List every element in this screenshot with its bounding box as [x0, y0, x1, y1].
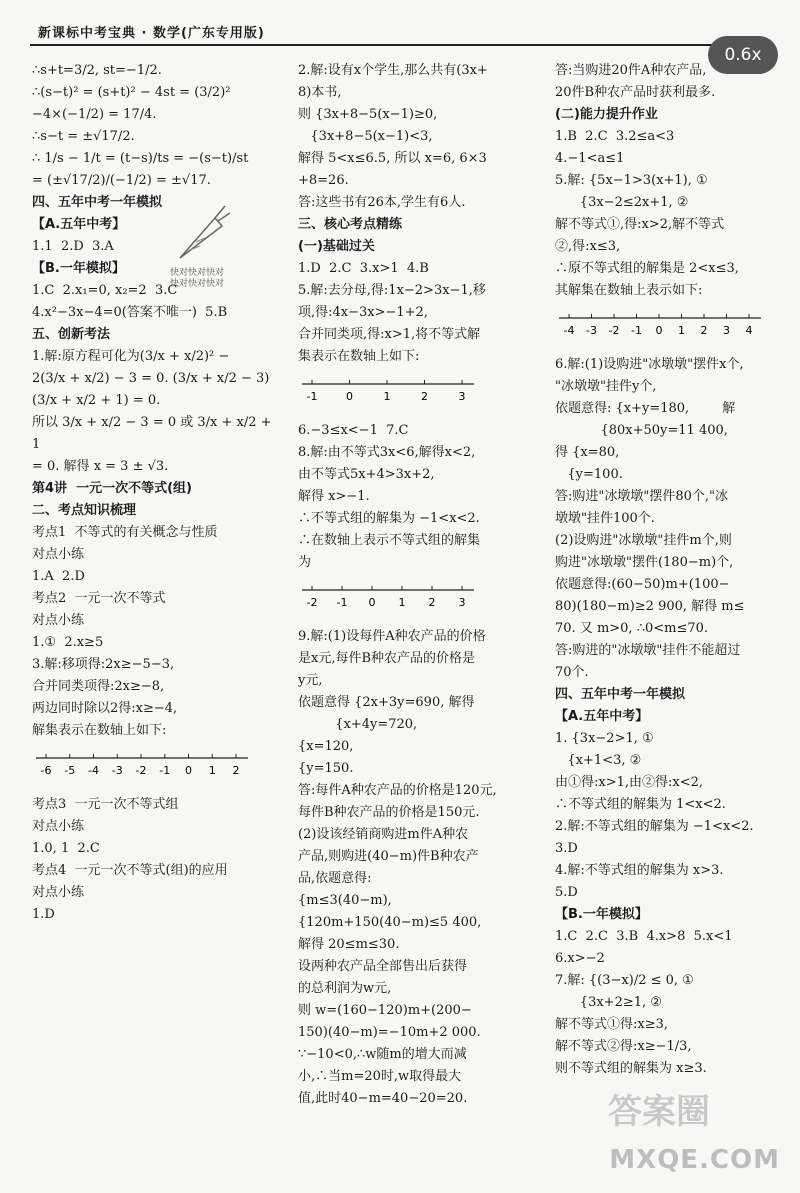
text-line: 5.解: {5x−1>3(x+1), ①: [555, 173, 708, 188]
text-line: {m≤3(40−m),: [298, 893, 392, 908]
section-heading: (一)基础过关: [298, 239, 375, 254]
text-line: 3.解:移项得:2x≥−5−3,: [32, 657, 175, 672]
text-line: y元,: [298, 673, 323, 688]
text-line: ∴不等式组的解集为 −1<x<2.: [298, 511, 480, 526]
number-line-tick-label: -4: [563, 324, 575, 337]
text-line: 2.解:不等式组的解集为 −1<x<2.: [555, 819, 754, 834]
text-line: 值,此时40−m=40−20=20.: [298, 1091, 468, 1106]
column-1: [32, 60, 276, 926]
text-line: 是x元,每件B种农产品的价格是: [298, 651, 476, 666]
text-line: {y=150.: [298, 761, 354, 776]
text-line: 20件B种农产品时获利最多.: [555, 85, 716, 100]
text-line: 答:当购进20件A种农产品,: [555, 63, 707, 78]
number-line-tick-label: 3: [458, 596, 466, 609]
text-line: 1.D: [32, 907, 55, 922]
header-title: 新课标中考宝典 · 数学(广东专用版): [38, 26, 265, 41]
text-line: ②,得:x≤3,: [555, 239, 621, 254]
text-line: 答:购进"冰墩墩"摆件80个,"冰: [555, 489, 728, 504]
text-line: 品,依题意得:: [298, 871, 372, 886]
text-line: 150)(40−m)=−10m+2 000.: [298, 1025, 481, 1040]
number-line-tick-label: -3: [111, 764, 123, 777]
text-line: 每件B种农产品的价格是150元.: [298, 805, 480, 820]
text-line: ∴ 1/s − 1/t = (t−s)/ts = −(s−t)/st: [32, 151, 249, 166]
section-heading: 【A.五年中考】: [32, 217, 126, 232]
text-line: 解得 x>−1.: [298, 489, 370, 504]
number-line-tick-label: 0: [368, 596, 376, 609]
brand-watermark: 答案圈: [608, 1092, 710, 1132]
text-line: 答:每件A种农产品的价格是120元,: [298, 783, 497, 798]
playback-speed-badge[interactable]: 0.6x: [708, 36, 778, 74]
text-line: 5.解:去分母,得:1x−2>3x−1,移: [298, 283, 486, 298]
text-line: 6.x>−2: [555, 951, 605, 966]
text-line: 7.解: {(3−x)/2 ≤ 0, ①: [555, 973, 694, 988]
text-line: −4×(−1/2) = 17/4.: [32, 107, 157, 122]
number-line-tick-label: 1: [208, 764, 216, 777]
number-line: [32, 746, 252, 780]
number-line-tick-label: 1: [383, 390, 391, 403]
text-line: 设两种农产品全部售出后获得: [298, 959, 468, 974]
text-line: 依题意得 {2x+3y=690, 解得: [298, 695, 475, 710]
text-line: 4.−1<a≤1: [555, 151, 625, 166]
text-line: 依题意得: {x+y=180, 解: [555, 401, 736, 416]
text-line: 对点小练: [32, 819, 85, 834]
text-line: 集表示在数轴上如下:: [298, 349, 420, 364]
text-line: 1.1 2.D 3.A: [32, 239, 114, 254]
text-line: ∴(s−t)² = (s+t)² − 4st = (3/2)²: [32, 85, 231, 100]
text-line: 得 {x=80,: [555, 445, 620, 460]
page-header: [30, 18, 770, 46]
text-line: 解得 20≤m≤30.: [298, 937, 400, 952]
number-line-tick-label: -2: [306, 596, 318, 609]
text-line: 9.解:(1)设每件A种农产品的价格: [298, 629, 486, 644]
text-line: ∴s−t = ±√17/2.: [32, 129, 135, 144]
text-line: 2.解:设有x个学生,那么共有(3x+: [298, 63, 488, 78]
carrot-caption-line: 快对快对快对: [170, 268, 225, 278]
text-line: {3x−2≤2x+1, ②: [555, 195, 689, 210]
section-heading: 第4讲 一元一次不等式(组): [32, 481, 192, 496]
column-3: [555, 60, 780, 1080]
text-line: 答:购进的"冰墩墩"挂件不能超过: [555, 643, 741, 658]
number-line-tick-label: -1: [159, 764, 171, 777]
number-line-tick-label: 3: [458, 390, 466, 403]
text-line: 70. 又 m>0, ∴0<m≤70.: [555, 621, 709, 636]
text-line: 两边同时除以2得:x≥−4,: [32, 701, 178, 716]
number-line-tick-label: 1: [398, 596, 406, 609]
number-line-tick-label: -3: [586, 324, 597, 337]
text-line: 其解集在数轴上表示如下:: [555, 283, 703, 298]
text-line: 4.解:不等式组的解集为 x>3.: [555, 863, 724, 878]
text-line: 考点2 一元一次不等式: [32, 591, 166, 606]
section-heading: 【B.一年模拟】: [555, 907, 648, 922]
text-line: 1.A 2.D: [32, 569, 85, 584]
text-line: 8.解:由不等式3x<6,解得x<2,: [298, 445, 476, 460]
text-line: 墩墩"挂件100个.: [555, 511, 655, 526]
text-line: 6.解:(1)设购进"冰墩墩"摆件x个,: [555, 357, 744, 372]
text-line: 80)(180−m)≥2 900, 解得 m≤: [555, 599, 745, 614]
number-line-tick-label: -6: [40, 764, 52, 777]
number-line-tick-label: 2: [700, 324, 708, 337]
text-line: 1.① 2.x≥5: [32, 635, 104, 650]
text-line: (2)设该经销商购进m件A种农: [298, 827, 469, 842]
number-line-tick-label: 4: [745, 324, 753, 337]
text-line: 1.C 2.C 3.B 4.x>8 5.x<1: [555, 929, 733, 944]
text-line: 产品,则购进(40−m)件B种农产: [298, 849, 479, 864]
text-line: 购进"冰墩墩"摆件(180−m)个,: [555, 555, 734, 570]
text-line: ∵−10<0,∴w随m的增大而减: [298, 1047, 467, 1062]
text-line: 1.C 2.x₁=0, x₂=2 3.C: [32, 283, 178, 298]
text-line: 则 w=(160−120)m+(200−: [298, 1003, 472, 1018]
text-line: 3.D: [555, 841, 578, 856]
text-line: ∴s+t=3/2, st=−1/2.: [32, 63, 162, 78]
text-line: {120m+150(40−m)≤5 400,: [298, 915, 482, 930]
section-heading: 四、五年中考一年模拟: [32, 195, 163, 210]
number-line-tick-label: 3: [723, 324, 730, 337]
number-line-tick-label: 2: [232, 764, 240, 777]
number-line-tick-label: -2: [608, 324, 620, 337]
text-line: 4.x²−3x−4=0(答案不唯一) 5.B: [32, 305, 228, 320]
number-line-tick-label: 2: [421, 390, 428, 403]
number-line-tick-label: -5: [64, 764, 76, 777]
text-line: {x+1<3, ②: [555, 753, 642, 768]
text-line: {x=120,: [298, 739, 354, 754]
text-line: 合并同类项得:2x≥−8,: [32, 679, 165, 694]
section-heading: 【B.一年模拟】: [32, 261, 125, 276]
text-line: 8)本书,: [298, 85, 342, 100]
number-line: [555, 306, 765, 340]
text-line: 1.解:原方程可化为(3/x + x/2)² −: [32, 349, 230, 364]
text-line: 由①得:x>1,由②得:x<2,: [555, 775, 704, 790]
text-line: 依题意得:(60−50)m+(100−: [555, 577, 730, 592]
text-line: 则 {3x+8−5(x−1)≥0,: [298, 107, 438, 122]
text-line: = 0. 解得 x = 3 ± √3.: [32, 459, 169, 474]
text-line: 对点小练: [32, 547, 85, 562]
text-line: 1.D 2.C 3.x>1 4.B: [298, 261, 429, 276]
site-watermark: MXQE.COM: [609, 1145, 780, 1175]
text-line: +8=26.: [298, 173, 349, 188]
number-line-tick-label: 0: [185, 764, 192, 777]
number-line-tick-label: -1: [631, 324, 642, 337]
column-2: [298, 60, 538, 1110]
text-line: 解不等式①,得:x>2,解不等式: [555, 217, 725, 232]
text-line: 考点4 一元一次不等式(组)的应用: [32, 863, 228, 878]
text-line: 考点1 不等式的有关概念与性质: [32, 525, 218, 540]
text-line: {3x+2≥1, ②: [555, 995, 662, 1010]
text-line: 6.−3≤x<−1 7.C: [298, 423, 409, 438]
text-line: 合并同类项,得:x>1,将不等式解: [298, 327, 481, 342]
text-line: 解不等式①得:x≥3,: [555, 1017, 669, 1032]
text-line: 对点小练: [32, 613, 85, 628]
text-line: {x+4y=720,: [298, 717, 418, 732]
text-line: 解得 5<x≤6.5, 所以 x=6, 6×3: [298, 151, 487, 166]
text-line: 由不等式5x+4>3x+2,: [298, 467, 435, 482]
number-line: [298, 578, 478, 612]
number-line-tick-label: -4: [88, 764, 99, 777]
text-line: 5.D: [555, 885, 578, 900]
section-heading: 四、五年中考一年模拟: [555, 687, 686, 702]
text-line: ∴不等式组的解集为 1<x<2.: [555, 797, 726, 812]
number-line-tick-label: 0: [655, 324, 663, 337]
text-line: 小,∴当m=20时,w取得最大: [298, 1069, 462, 1084]
carrot-caption: [170, 268, 224, 290]
text-line: 答:这些书有26本,学生有6人.: [298, 195, 466, 210]
text-line: = (±√17/2)/(−1/2) = ±√17.: [32, 173, 211, 188]
text-line: 的总利润为w元,: [298, 981, 392, 996]
section-heading: (二)能力提升作业: [555, 107, 658, 122]
carrot-mascot-icon: [170, 198, 230, 268]
text-line: 解集表示在数轴上如下:: [32, 723, 167, 738]
text-line: 所以 3/x + x/2 − 3 = 0 或 3/x + x/2 + 1: [32, 415, 276, 452]
text-line: 70个.: [555, 665, 589, 680]
text-line: "冰墩墩"挂件y个,: [555, 379, 657, 394]
number-line: [298, 372, 478, 406]
text-line: (3/x + x/2 + 1) = 0.: [32, 393, 161, 408]
number-line-tick-label: -1: [336, 596, 348, 609]
text-line: {80x+50y=11 400,: [555, 423, 728, 438]
text-line: ∴原不等式组的解集是 2<x≤3,: [555, 261, 739, 276]
text-line: 2(3/x + x/2) − 3 = 0. (3/x + x/2 − 3): [32, 371, 270, 386]
text-line: {3x+8−5(x−1)<3,: [298, 129, 433, 144]
text-line: ∴在数轴上表示不等式组的解集: [298, 533, 481, 548]
text-line: 考点3 一元一次不等式组: [32, 797, 179, 812]
number-line-tick-label: 2: [428, 596, 436, 609]
text-line: 为: [298, 555, 312, 570]
number-line-tick-label: 1: [678, 324, 685, 337]
text-line: 1.0, 1 2.C: [32, 841, 100, 856]
text-line: 1. {3x−2>1, ①: [555, 731, 654, 746]
number-line-tick-label: 0: [346, 390, 353, 403]
number-line-tick-label: -2: [135, 764, 147, 777]
text-line: 解不等式②得:x≥−1/3,: [555, 1039, 692, 1054]
text-line: (2)设购进"冰墩墩"挂件m个,则: [555, 533, 732, 548]
text-line: 项,得:4x−3x>−1+2,: [298, 305, 428, 320]
section-heading: 二、考点知识梳理: [32, 503, 137, 518]
text-line: 则不等式组的解集为 x≥3.: [555, 1061, 707, 1076]
carrot-caption-line: 快对快对快对: [170, 279, 225, 289]
number-line-tick-label: -1: [306, 390, 318, 403]
text-line: 1.B 2.C 3.2≤a<3: [555, 129, 675, 144]
section-heading: 三、核心考点精练: [298, 217, 403, 232]
section-heading: 五、创新考法: [32, 327, 111, 342]
text-line: {y=100.: [555, 467, 623, 482]
text-line: 对点小练: [32, 885, 85, 900]
section-heading: 【A.五年中考】: [555, 709, 649, 724]
